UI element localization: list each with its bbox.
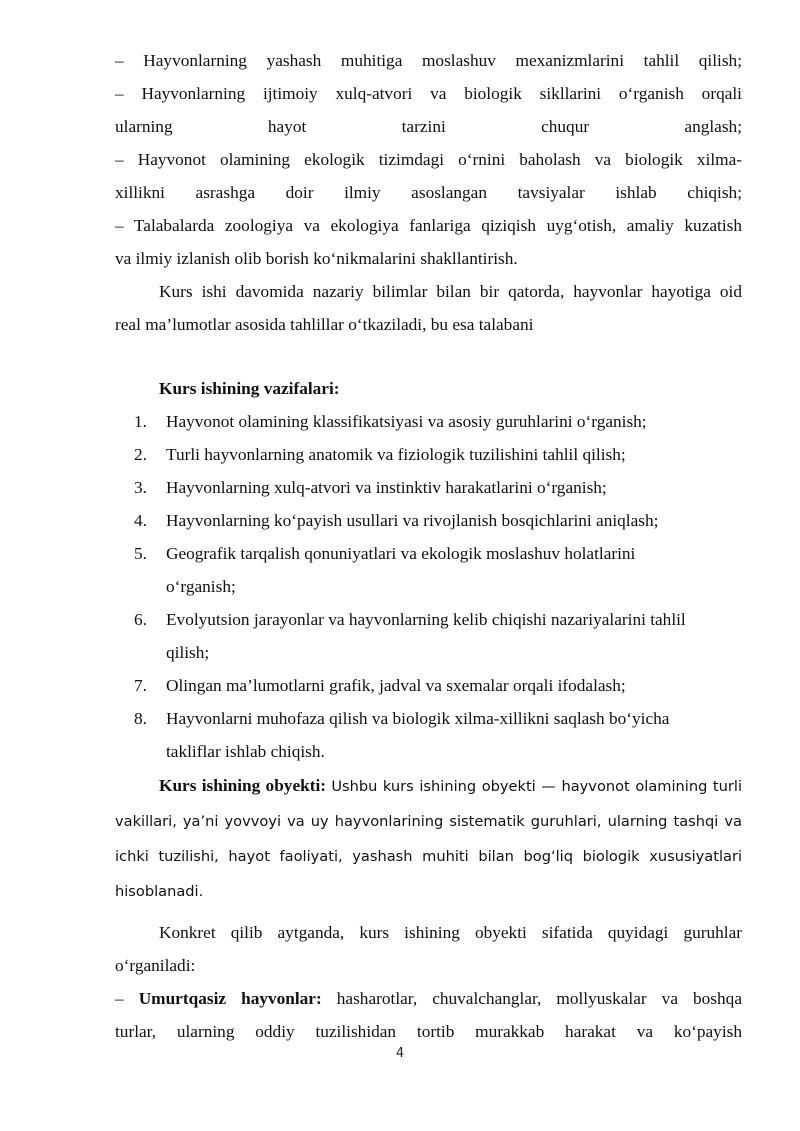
tasks-heading: Kurs ishining vazifalari: — [159, 379, 340, 398]
list-text: Olingan ma’lumotlarni grafik, jadval va sxemalar orqali ifodalash; — [166, 676, 626, 695]
paragraph-line: Kurs ishi davomida nazariy bilimlar bilan bir qatorda, hayvonlar hayotiga oid — [159, 282, 742, 301]
paragraph-line: real ma’lumotlar asosida tahlillar o‘tkaziladi, bu esa talabani — [115, 315, 534, 334]
list-item — [115, 471, 742, 504]
list-item — [115, 669, 742, 702]
intro-line: va ilmiy izlanish olib borish ko‘nikmalarini shakllantirish. — [115, 249, 518, 268]
object-label: Kurs ishining obyekti: — [159, 776, 327, 795]
list-text: Hayvonlarni muhofaza qilish va biologik xilma-xillikni saqlash bo‘yicha — [166, 709, 670, 728]
paragraph-line — [115, 982, 742, 1015]
list-number: 5. — [134, 544, 147, 563]
list-number: 6. — [134, 610, 147, 629]
list-item — [115, 702, 742, 768]
paragraph-line: turlar, ularning oddiy tuzilishidan tortib murakkab harakat va ko‘payish — [115, 1022, 742, 1041]
page-content — [115, 44, 742, 1048]
list-text: Turli hayvonlarning anatomik va fiziologik tuzilishini tahlil qilish; — [166, 445, 626, 464]
intro-line: – Hayvonot olamining ekologik tizimdagi o‘rnini baholash va biologik xilma- — [115, 150, 742, 169]
paragraph-line: Konkret qilib aytganda, kurs ishining obyekti sifatida quyidagi guruhlar — [159, 923, 742, 942]
list-number: 7. — [134, 676, 147, 695]
list-number: 3. — [134, 478, 147, 497]
object-paragraph — [115, 769, 742, 909]
paragraph-line: o‘rganiladi: — [115, 956, 196, 975]
course-paragraph — [115, 275, 742, 341]
blank-line — [115, 341, 742, 372]
invertebrates-text: hasharotlar, chuvalchanglar, mollyuskalar va boshqa — [321, 989, 742, 1008]
list-text: Hayvonlarning ko‘payish usullari va rivojlanish bosqichlarini aniqlash; — [166, 511, 659, 530]
intro-line: – Hayvonlarning yashash muhitiga moslashuv mexanizmlarini tahlil qilish; — [115, 51, 742, 70]
list-number: 8. — [134, 709, 147, 728]
dash-prefix: – — [115, 989, 139, 1008]
list-number: 1. — [134, 412, 147, 431]
list-number: 2. — [134, 445, 147, 464]
intro-goals — [115, 44, 742, 275]
list-text-continued: qilish; — [166, 643, 210, 662]
object-text: Ushbu kurs ishining obyekti — hayvonot olamining turli vakillari, ya’ni yovvoyi va uy hayvonlarining sistematik guruhlari, ularning tashqi va ichki tuzilishi, hayot faoliyati, yashash muhiti bilan bog‘liq biologik xususiyatlari hisoblanadi. — [115, 778, 743, 900]
intro-line: xillikni asrashga doir ilmiy asoslangan tavsiyalar ishlab chiqish; — [115, 183, 742, 202]
intro-line: – Hayvonlarning ijtimoiy xulq-atvori va biologik sikllarini o‘rganish orqali — [115, 84, 742, 103]
list-text: Hayvonot olamining klassifikatsiyasi va asosiy guruhlarini o‘rganish; — [166, 412, 647, 431]
list-number: 4. — [134, 511, 147, 530]
tasks-list — [115, 405, 742, 768]
list-text: Geografik tarqalish qonuniyatlari va ekologik moslashuv holatlarini — [166, 544, 636, 563]
konkret-paragraph — [115, 916, 742, 982]
list-item — [115, 438, 742, 471]
list-text-continued: o‘rganish; — [166, 577, 236, 596]
page-number: 4 — [395, 1046, 405, 1061]
intro-line: – Talabalarda zoologiya va ekologiya fanlariga qiziqish uyg‘otish, amaliy kuzatish — [115, 216, 742, 235]
invertebrates-label: Umurtqasiz hayvonlar: — [138, 989, 322, 1008]
intro-line: ularning hayot tarzini chuqur anglash; — [115, 117, 742, 136]
list-item — [115, 537, 742, 603]
list-item — [115, 603, 742, 669]
list-text: Hayvonlarning xulq-atvori va instinktiv harakatlarini o‘rganish; — [166, 478, 607, 497]
list-text-continued: takliflar ishlab chiqish. — [166, 742, 325, 761]
list-text: Evolyutsion jarayonlar va hayvonlarning kelib chiqishi nazariyalarini tahlil — [166, 610, 686, 629]
list-item — [115, 504, 742, 537]
list-item — [115, 405, 742, 438]
invertebrates-paragraph — [115, 982, 742, 1048]
